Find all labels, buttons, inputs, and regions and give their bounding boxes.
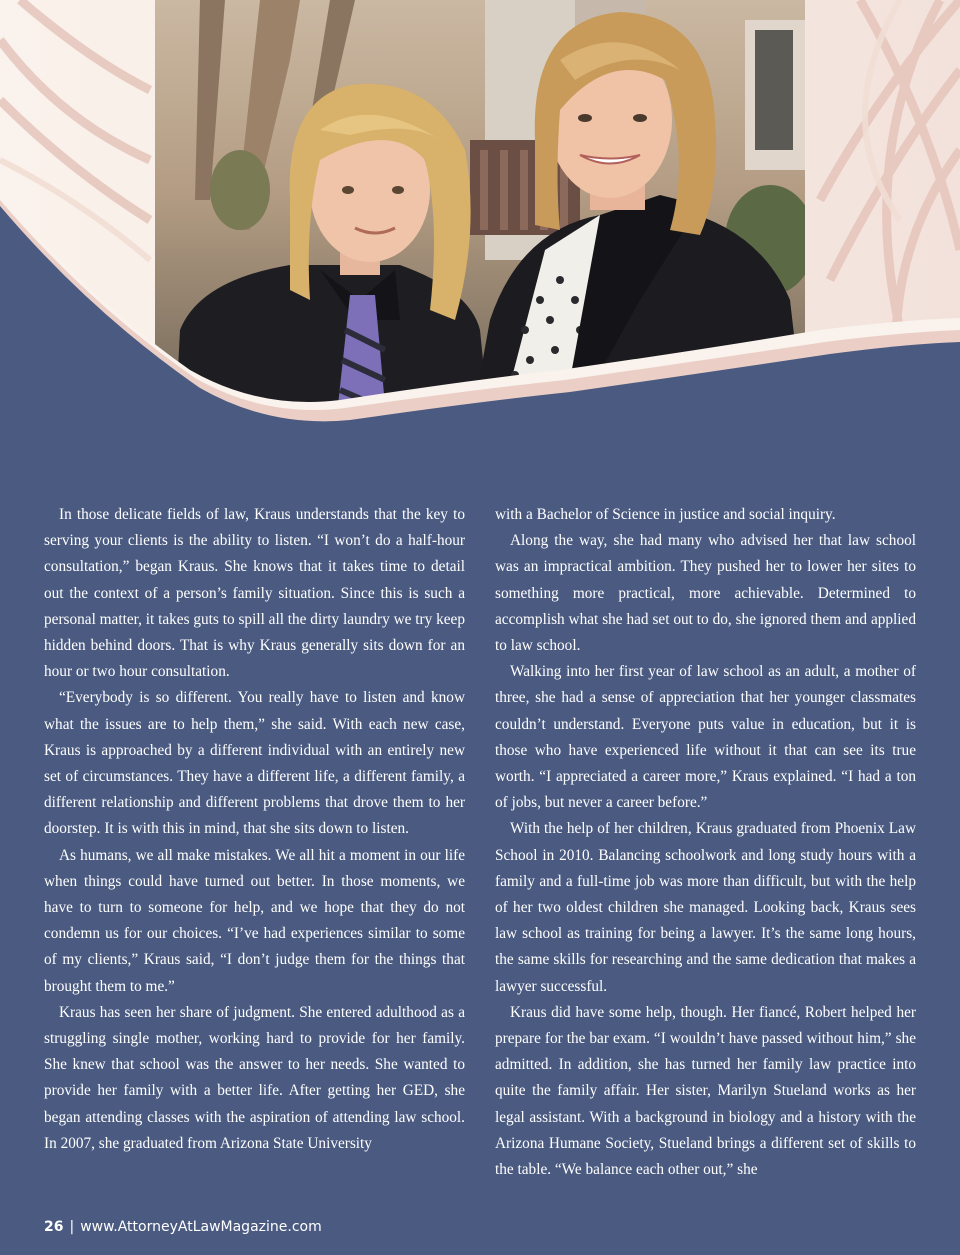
article-paragraph: Kraus has seen her share of judgment. She entered adulthood as a struggling single mother, working hard to provide for her family. She knew that school was the answer to her needs. She wanted to provide her family with a better life. After getting her GED, she began attending classes with the aspiration of attending law school. In 2007, she graduated from Arizona State University xyxy=(44,1003,465,1152)
header-photo-area xyxy=(0,0,960,430)
article-column-left xyxy=(44,502,465,1157)
article-paragraph: “Everybody is so different. You really have to listen and know what the issues are to help them,” she said. With each new case, Kraus is approached by a different individual with an entirely new set of circumstances. They have a different life, a different family, a different relationship and different problems that drove them to her doorstep. It is with this in mind, that she sits down to listen. xyxy=(44,689,465,838)
article-paragraph: Along the way, she had many who advised her that law school was an impractical ambition. They pushed her to lower her sites to something more practical, more achievable. Determined to accomplish what she had set out to do, she ignored them and applied to law school. xyxy=(495,532,916,655)
page-footer xyxy=(44,1219,322,1235)
page-number: 26 xyxy=(44,1219,64,1235)
article-paragraph: Walking into her first year of law school as an adult, a mother of three, she had a sense of appreciation that her younger classmates couldn’t understand. Everyone puts value in education, but it is those who have experienced life without it that can see its true worth. “I appreciated a career more,” Kraus explained. “I had a ton of jobs, but never a career before.” xyxy=(495,663,916,812)
website-link[interactable]: www.AttorneyAtLawMagazine.com xyxy=(80,1219,322,1235)
article-paragraph-continued: with a Bachelor of Science in justice and social inquiry. xyxy=(495,506,836,523)
article-paragraph: Kraus did have some help, though. Her fiancé, Robert helped her prepare for the bar exam. “I wouldn’t have passed without him,” she admitted. In addition, she has turned her family law practice into quite the family affair. Her sister, Marilyn Stueland works as her legal assistant. With a background in biology and a history with the Arizona Humane Society, Stueland brings a different set of skills to the table. “We balance each other out,” she xyxy=(495,1003,916,1179)
footer-separator: | xyxy=(69,1219,75,1235)
article-paragraph: With the help of her children, Kraus graduated from Phoenix Law School in 2010. Balancing schoolwork and long study hours with a family and a full-time job was more than difficult, but with the help of her two oldest children she managed. Looking back, Kraus sees law school as training for being a lawyer. It’s the same long hours, the same skills for researching and the same dedication that makes a lawyer successful. xyxy=(495,820,916,995)
article-paragraph: As humans, we all make mistakes. We all hit a moment in our life when things could have turned out better. In those moments, we have to turn to someone for help, and we hope that they do not condemn us for our choices. “I’ve had experiences similar to some of my clients,” Kraus said, “I don’t judge them for the things that brought them to me.” xyxy=(44,846,465,995)
article-paragraph: In those delicate fields of law, Kraus understands that the key to serving your clients is the ability to listen. “I won’t do a half-hour consultation,” began Kraus. She knows that it takes time to detail out the context of a person’s family situation. Since this is such a personal matter, it takes guts to spill all the dirty laundry we try keep hidden behind doors. That is why Kraus generally sits down for an hour or two hour consultation. xyxy=(44,506,465,681)
article-column-right xyxy=(495,502,916,1183)
